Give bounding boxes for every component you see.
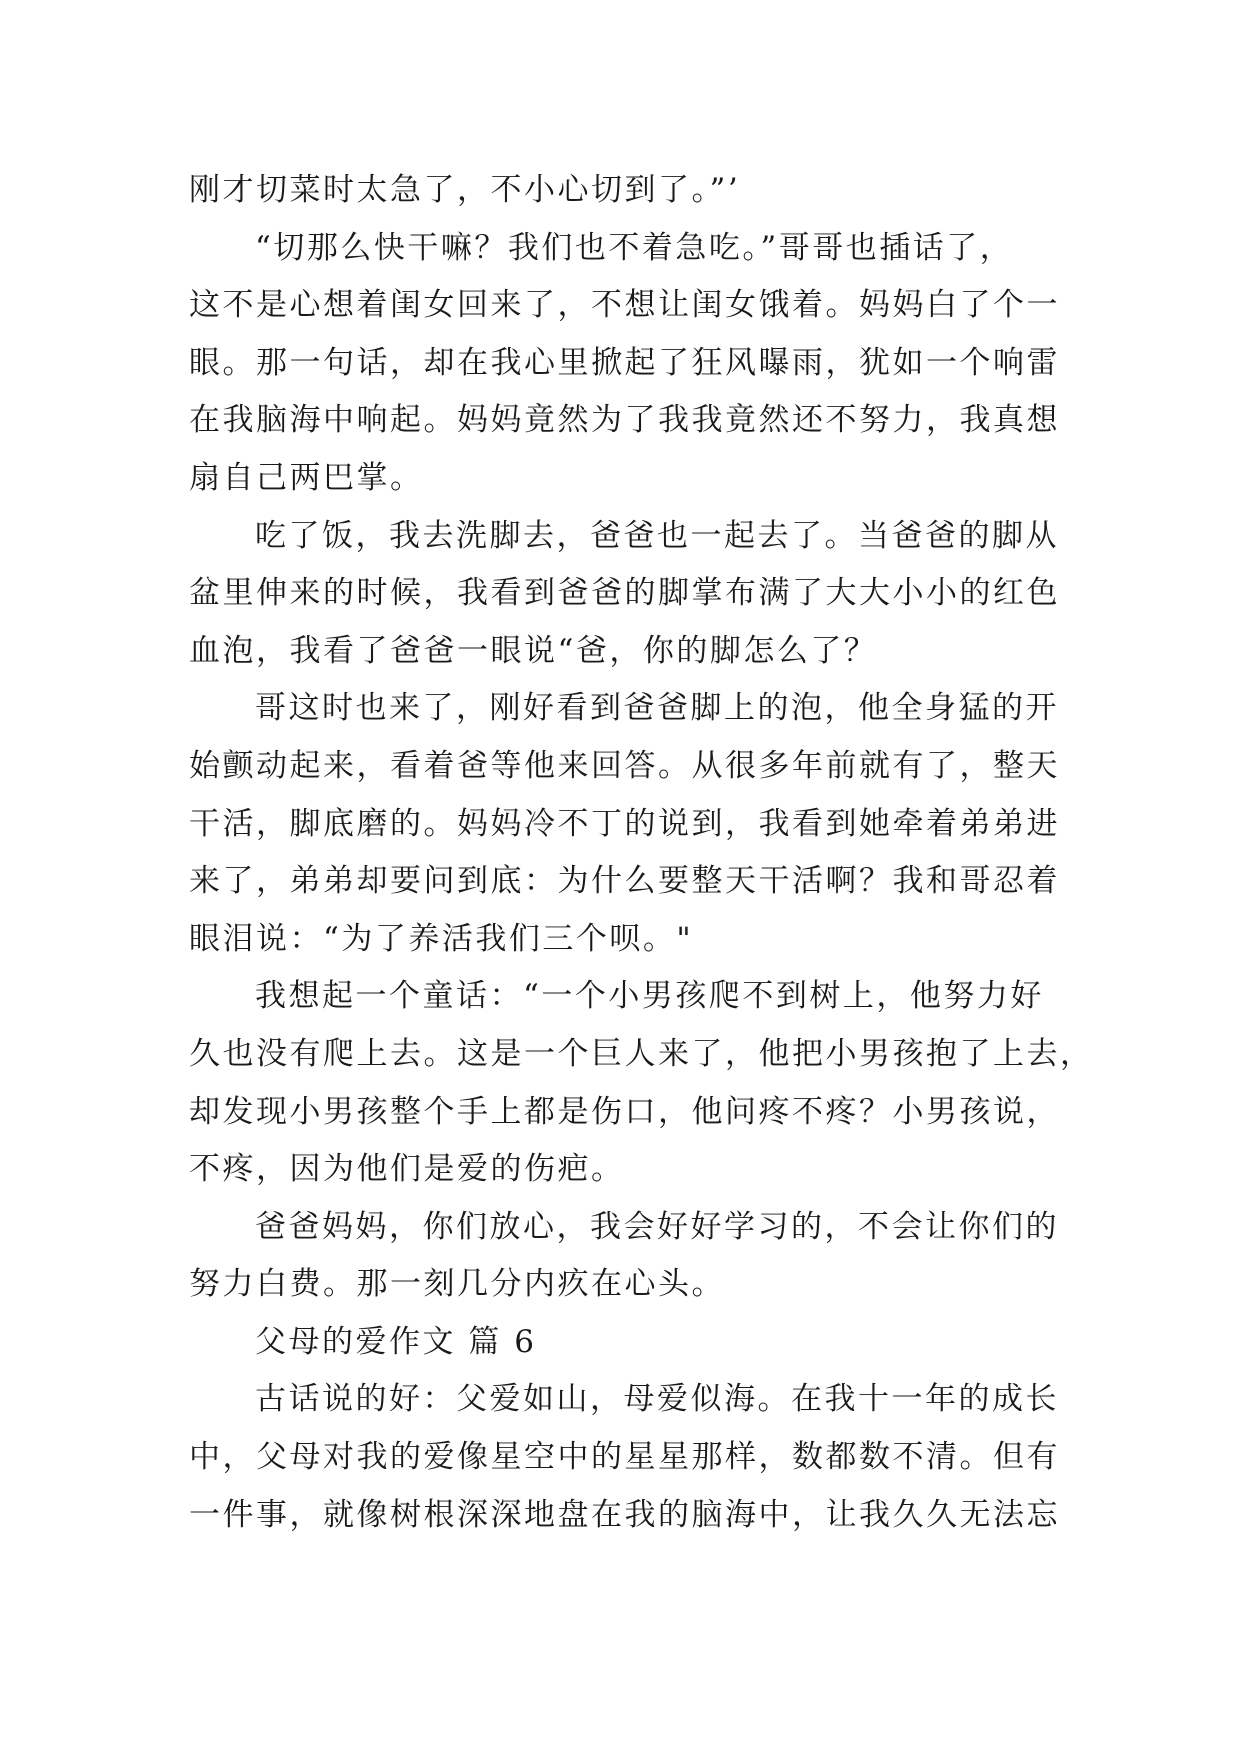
text-line: 努力白费。那一刻几分内疚在心头。 <box>189 1266 725 1303</box>
text-line: 古话说的好：父爱如山，母爱似海。在我十一年的成长 <box>255 1381 1059 1418</box>
text-line: 眼泪说：“为了养活我们三个呗。" <box>189 920 694 957</box>
text-line: 盆里伸来的时候，我看到爸爸的脚掌布满了大大小小的红色 <box>189 575 1060 612</box>
text-line: 不疼，因为他们是爱的伤疤。 <box>189 1151 625 1188</box>
text-line: 哥这时也来了，刚好看到爸爸脚上的泡，他全身猛的开 <box>255 690 1059 727</box>
text-line: 爸爸妈妈，你们放心，我会好好学习的，不会让你们的 <box>255 1208 1059 1245</box>
text-line: 来了，弟弟却要问到底：为什么要整天干活啊？我和哥忍着 <box>189 863 1060 900</box>
text-line: 在我脑海中响起。妈妈竟然为了我我竟然还不努力，我真想 <box>189 402 1060 439</box>
text-line: 始颤动起来，看着爸等他来回答。从很多年前就有了，整天 <box>189 747 1060 784</box>
text-line: 中，父母对我的爱像星空中的星星那样，数都数不清。但有 <box>189 1439 1060 1476</box>
text-line: 吃了饭，我去洗脚去，爸爸也一起去了。当爸爸的脚从 <box>255 517 1059 554</box>
text-line: 眼。那一句话，却在我心里掀起了狂风曝雨，犹如一个响雷 <box>189 344 1060 381</box>
section-heading: 父母的爱作文 篇 6 <box>255 1323 537 1360</box>
text-line: 扇自己两巴掌。 <box>189 459 424 496</box>
text-line: 干活，脚底磨的。妈妈冷不丁的说到，我看到她牵着弟弟进 <box>189 805 1060 842</box>
text-line: 却发现小男孩整个手上都是伤口，他问疼不疼？小男孩说， <box>189 1093 1060 1130</box>
essay-body <box>189 162 1094 1544</box>
text-line: 这不是心想着闺女回来了，不想让闺女饿着。妈妈白了个一 <box>189 287 1060 324</box>
text-line: “切那么快干嘛？我们也不着急吃。”哥哥也插话了， <box>255 229 1014 266</box>
text-line: 血泡，我看了爸爸一眼说“爸，你的脚怎么了？ <box>189 632 878 669</box>
text-line: 刚才切菜时太急了，不小心切到了。”’ <box>189 172 741 208</box>
text-line: 一件事，就像树根深深地盘在我的脑海中，让我久久无法忘 <box>189 1496 1060 1533</box>
text-line: 我想起一个童话：“一个小男孩爬不到树上，他努力好 <box>255 978 1044 1015</box>
text-line: 久也没有爬上去。这是一个巨人来了，他把小男孩抱了上去， <box>189 1035 1094 1072</box>
